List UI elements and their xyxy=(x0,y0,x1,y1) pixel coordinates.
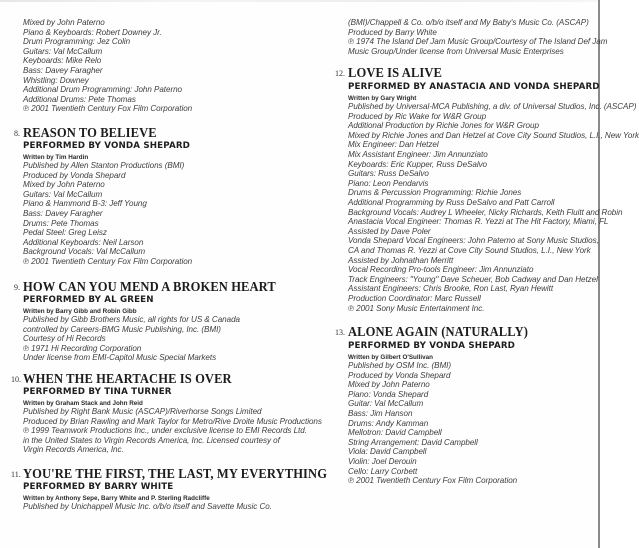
credit-line: Virgin Records America, Inc. xyxy=(23,445,124,455)
track-title: LOVE IS ALIVE xyxy=(348,65,443,80)
track-title: YOU'RE THE FIRST, THE LAST, MY EVERYTHING xyxy=(23,466,328,481)
credit-line: Produced by Brian Rawling and Mark Taylor for Metro/Rive Droite Music Productions xyxy=(23,416,322,426)
credit-line: ℗ 2001 Sony Music Entertainment Inc. xyxy=(348,303,485,313)
credit-line: Mellotron: David Campbell xyxy=(348,428,442,438)
credit-line: ℗ 1974 The Island Def Jam Music Group/Courtesy of The Island Def Jam xyxy=(348,37,608,47)
credit-line: Mix Engineer: Dan Hetzel xyxy=(348,140,439,150)
credit-line: Published by Universal-MCA Publishing, a div. of Universal Studios, Inc. (ASCAP) xyxy=(348,102,637,111)
credit-line: Vocal Recording Pro-tools Engineer: Jim Annunziato xyxy=(348,265,534,275)
credit-line: Published by OSM Inc. (BMI) xyxy=(348,361,452,370)
credit-line: Guitar: Val McCallum xyxy=(348,399,424,409)
credit-line: Viola: David Campbell xyxy=(348,447,427,457)
credit-line: Whistling: Downey xyxy=(23,75,89,85)
credit-line: Mixed by Richie Jones and Dan Hetzel at Cove City Sound Studios, L.I., New York xyxy=(348,130,639,140)
credit-line: in the United States to Virgin Records America, Inc. Licensed courtesy of xyxy=(23,435,280,445)
track-writer: Written by Anthony Sepe, Barry White and P. Sterling Radcliffe xyxy=(23,494,210,502)
credit-line: Mixed by John Paterno xyxy=(23,18,105,27)
credit-line: Produced by Vonda Shepard xyxy=(23,170,126,180)
credit-line: Drum Programming: Jez Colin xyxy=(23,37,131,47)
credit-line: Guitars: Russ DeSalvo xyxy=(348,169,429,179)
track-writer: Written by Tim Hardin xyxy=(23,153,89,161)
credit-line: Published by Unichappell Music Inc. o/b/o itself and Savette Music Co. xyxy=(23,502,272,511)
credit-line: Mixed by John Paterno xyxy=(348,380,430,390)
credit-line: ℗ 2001 Twentieth Century Fox Film Corporation xyxy=(23,104,193,114)
credit-line: Assisted by Dave Poler xyxy=(348,226,431,236)
credit-line: Published by Gibb Brothers Music, all rights for US & Canada xyxy=(23,315,240,324)
credit-line: Mixed by John Paterno xyxy=(23,180,105,190)
credit-line: Music Group/Under license from Universal Music Enterprises xyxy=(348,46,564,56)
credit-line: Additional Production by Richie Jones for W&R Group xyxy=(348,121,539,131)
credit-line: Additional Keyboards: Neil Larson xyxy=(23,237,144,247)
credit-line: ℗ 1971 Hi Recording Corporation xyxy=(23,343,142,353)
credit-line: Additional Drum Programming: John Paterno xyxy=(23,85,183,95)
credit-line: Piano: Leon Pendarvis xyxy=(348,178,429,188)
credit-line: Bass: Davey Faragher xyxy=(23,66,103,75)
track-number: 12. xyxy=(335,69,345,78)
credit-line: ℗ 2001 Twentieth Century Fox Film Corporation xyxy=(348,476,518,486)
credit-line: String Arrangement: David Campbell xyxy=(348,437,478,447)
credit-line: Assisted by Johnathan Merritt xyxy=(348,255,454,265)
credit-line: Background Vocals: Audrey L Wheeler, Nicky Richards, Keith Fluitt and Robin xyxy=(348,207,623,217)
track-writer: Written by Gilbert O'Sullivan xyxy=(348,353,434,361)
track-writer: Written by Graham Stack and John Reid xyxy=(23,399,143,407)
track-performer: PERFORMED BY VONDA SHEPARD xyxy=(23,141,191,151)
track-title: HOW CAN YOU MEND A BROKEN HEART xyxy=(23,279,276,294)
credit-line: Drums & Percussion Programming: Richie Jones xyxy=(348,188,522,198)
credit-line: Produced by Ric Wake for W&R Group xyxy=(348,111,487,121)
credit-line: Produced by Barry White xyxy=(348,27,437,37)
credit-line: Drums: Pete Thomas xyxy=(23,218,99,228)
credit-line: Guitars: Val McCallum xyxy=(23,46,103,56)
credit-line: ℗ 2001 Twentieth Century Fox Film Corporation xyxy=(23,257,193,266)
credit-line: CA and Thomas R. Yezzi at Cove City Sound Studios, L.I., New York xyxy=(348,246,591,255)
credit-line: Piano & Hammond B-3: Jeff Young xyxy=(23,199,147,209)
track-performer: PERFORMED BY ANASTACIA AND VONDA SHEPARD xyxy=(348,82,600,92)
page-top-edge xyxy=(0,0,598,2)
credit-line: Produced by Vonda Shepard xyxy=(348,370,451,380)
credit-line: Cello: Larry Corbett xyxy=(348,466,418,476)
credit-line: Anastacia Vocal Engineer: Thomas R. Yezzi at The Hit Factory, Miami, FL xyxy=(348,217,609,227)
track-title: REASON TO BELIEVE xyxy=(23,125,157,140)
credit-line: (BMI)/Chappell & Co. o/b/o itself and My Baby's Music Co. (ASCAP) xyxy=(348,18,589,27)
credit-line: Drums: Andy Kamman xyxy=(348,418,429,428)
credit-line: Piano: Vonda Shepard xyxy=(348,389,429,399)
credit-line: Published by Right Bank Music (ASCAP)/Riverhorse Songs Limited xyxy=(23,407,262,416)
credit-line: Guitars: Val McCallum xyxy=(23,189,103,199)
track-performer: PERFORMED BY BARRY WHITE xyxy=(23,482,174,492)
credit-line: Published by Allen Stanton Productions (BMI) xyxy=(23,161,185,170)
track-number: 8. xyxy=(14,129,20,138)
credit-line: Piano & Keyboards: Robert Downey Jr. xyxy=(23,27,162,37)
credit-line: Additional Drums: Pete Thomas xyxy=(23,94,136,104)
track-performer: PERFORMED BY VONDA SHEPARD xyxy=(348,341,516,351)
credit-line: Violin: Joel Derouin xyxy=(348,457,417,466)
track-number: 13. xyxy=(335,328,345,337)
track-number: 11. xyxy=(11,470,21,479)
credit-line: controlled by Careers-BMG Music Publishing, Inc. (BMI) xyxy=(23,324,221,334)
credit-line: Vonda Shepard Vocal Engineers: John Paterno at Sony Music Studios, xyxy=(348,236,599,246)
credit-line: Additional Programming by Russ DeSalvo and Patt Carroll xyxy=(348,198,555,207)
credit-line: Keyboards: Eric Kupper, Russ DeSalvo xyxy=(348,159,488,169)
credit-line: Pedal Steel: Greg Leisz xyxy=(23,228,107,238)
track-number: 10. xyxy=(11,375,21,384)
track-title: ALONE AGAIN (NATURALLY) xyxy=(348,324,529,339)
track-writer: Written by Gary Wright xyxy=(348,94,417,102)
track-writer: Written by Barry Gibb and Robin Gibb xyxy=(23,307,137,315)
credit-line: Under license from EMI-Capitol Music Special Markets xyxy=(23,353,217,363)
credit-line: Production Coordinator: Marc Russell xyxy=(348,294,481,303)
track-number: 9. xyxy=(14,283,20,292)
credit-line: Background Vocals: Val McCallum xyxy=(23,247,146,257)
credit-line: Bass: Jim Hanson xyxy=(348,409,413,418)
credit-line: Bass: Davey Faragher xyxy=(23,209,103,218)
credit-line: Track Engineers: "Young" Dave Scheuer, Bob Cadway and Dan Hetzel xyxy=(348,274,598,284)
credit-line: Keyboards: Mike Relo xyxy=(23,56,102,66)
track-performer: PERFORMED BY TINA TURNER xyxy=(23,387,172,397)
credit-line: Courtesy of Hi Records xyxy=(23,334,106,344)
track-performer: PERFORMED BY AL GREEN xyxy=(23,295,154,305)
credit-line: ℗ 1999 Teamwork Productions Inc., under exclusive license to EMI Records Ltd. xyxy=(23,426,307,436)
track-title: WHEN THE HEARTACHE IS OVER xyxy=(23,371,232,386)
credit-line: Assistant Engineers: Chris Brooke, Ron Last, Ryan Hewitt xyxy=(348,284,554,294)
credit-line: Mix Assistant Engineer: Jim Annunziato xyxy=(348,150,488,159)
